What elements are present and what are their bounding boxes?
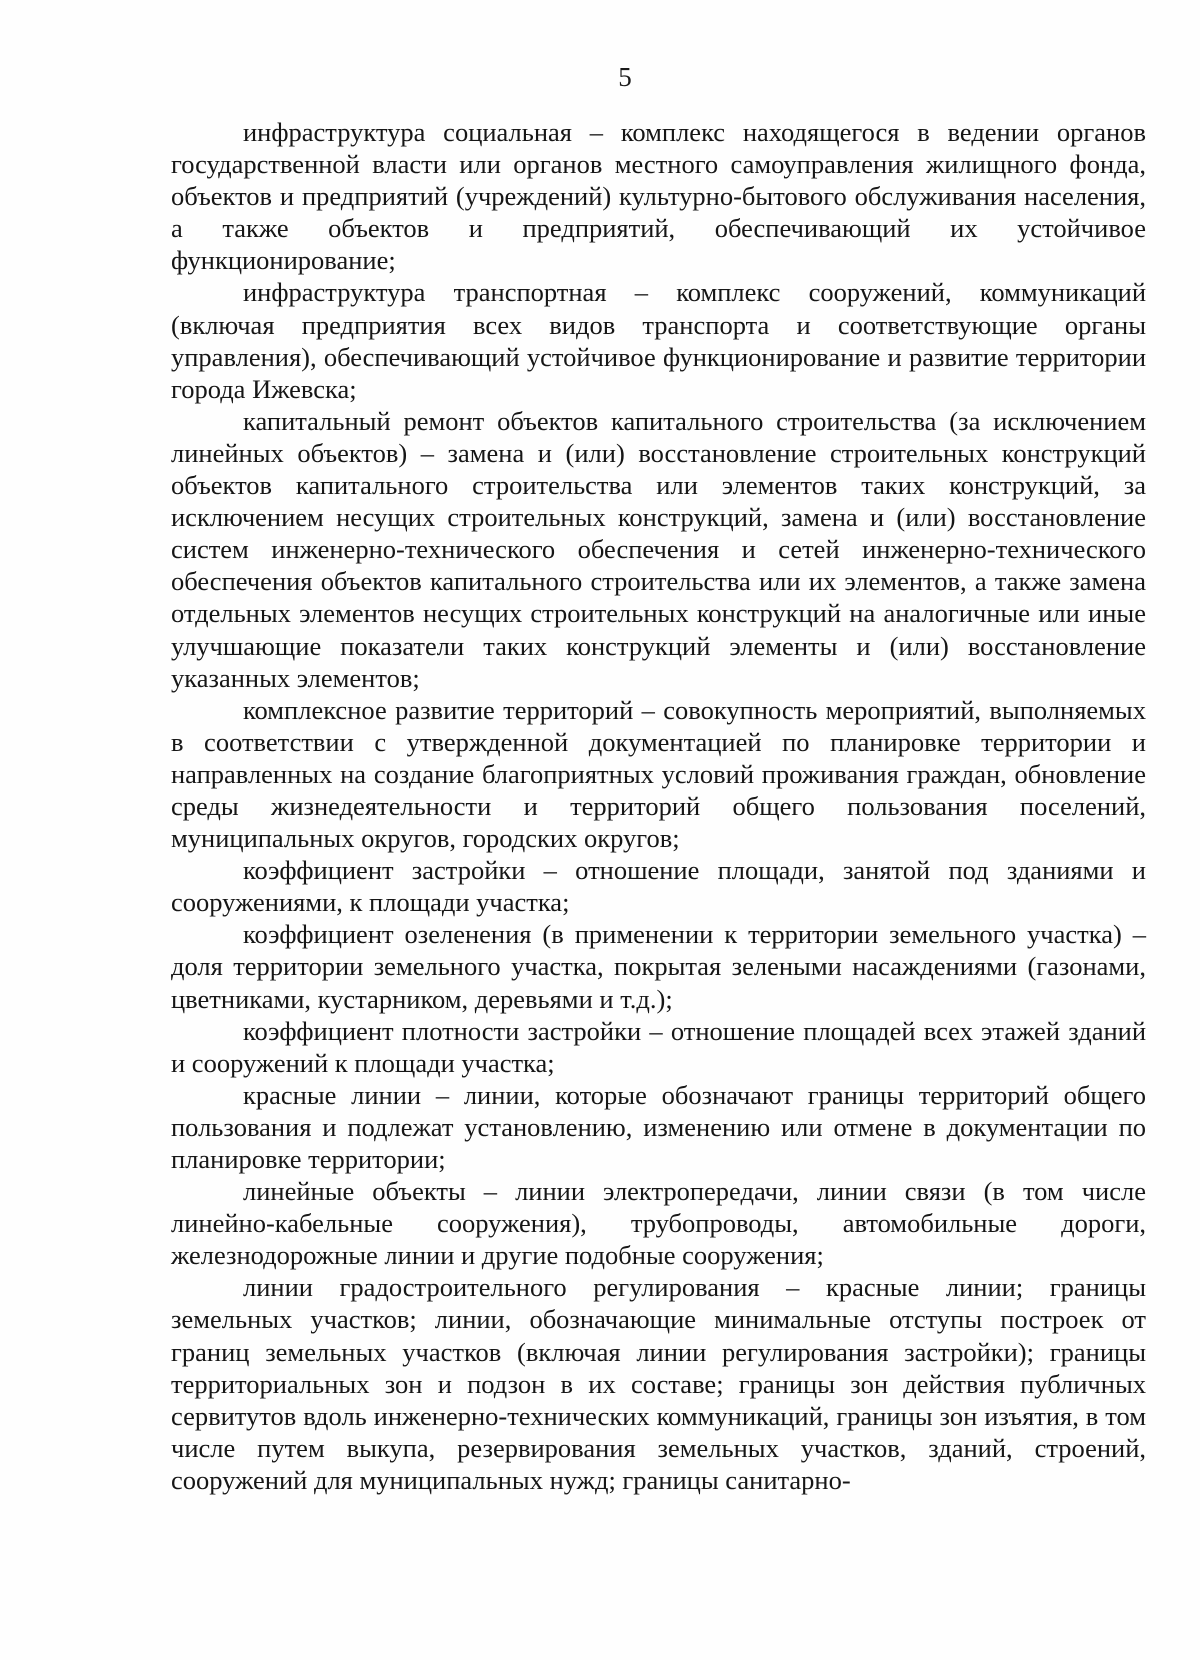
paragraph-regulation-lines: линии градостроительного регулирования – красные линии; границы земельных участков; линии, обозначающие минимальные отступы построек от границ земельных участков (включая линии регулирования застройки); границы территориальных зон и подзон в их составе; границы зон действия публичных сервитутов вдоль инженерно-технических коммуникаций, границы зон изъятия, в том числе путем выкупа, резервирования земельных участков, зданий, строений, сооружений для муниципальных нужд; границы санитарно- [171, 1272, 1146, 1495]
paragraph-building-coefficient: коэффициент застройки – отношение площади, занятой под зданиями и сооружениями, к площади участка; [171, 855, 1146, 918]
document-body [171, 116, 1146, 1496]
paragraph-social-infrastructure: инфраструктура социальная – комплекс находящегося в ведении органов государственной власти или органов местного самоуправления жилищного фонда, объектов и предприятий (учреждений) культурно-бытового обслуживания населения, а также объектов и предприятий, обеспечивающий их устойчивое функционирование; [171, 117, 1146, 276]
page-number: 5 [618, 62, 632, 92]
paragraph-greening-coefficient: коэффициент озеленения (в применении к территории земельного участка) – доля территории земельного участка, покрытая зелеными насаждениями (газонами, цветниками, кустарником, деревьями и т.д.); [171, 919, 1146, 1014]
paragraph-complex-development: комплексное развитие территорий – совокупность мероприятий, выполняемых в соответствии с утвержденной документацией по планировке территории и направленных на создание благоприятных условий проживания граждан, обновление среды жизнедеятельности и территорий общего пользования поселений, муниципальных округов, городских округов; [171, 694, 1146, 854]
paragraph-transport-infrastructure: инфраструктура транспортная – комплекс сооружений, коммуникаций (включая предприятия всех видов транспорта и соответствующие органы управления), обеспечивающий устойчивое функционирование и развитие территории города Ижевска; [171, 277, 1146, 404]
paragraph-capital-repair: капитальный ремонт объектов капитального строительства (за исключением линейных объектов) – замена и (или) восстановление строительных конструкций объектов капитального строительства или элементов таких конструкций, за исключением несущих строительных конструкций, замена и (или) восстановление систем инженерно-технического обеспечения и сетей инженерно-технического обеспечения объектов капитального строительства или их элементов, а также замена отдельных элементов несущих строительных конструкций на аналогичные или иные улучшающие показатели таких конструкций элементы и (или) восстановление указанных элементов; [171, 405, 1146, 693]
paragraph-red-lines: красные линии – линии, которые обозначают границы территорий общего пользования и подлежат установлению, изменению или отмене в документации по планировке территории; [171, 1079, 1146, 1174]
paragraph-linear-objects: линейные объекты – линии электропередачи, линии связи (в том числе линейно-кабельные сооружения), трубопроводы, автомобильные дороги, железнодорожные линии и другие подобные сооружения; [171, 1176, 1146, 1271]
paragraph-density-coefficient: коэффициент плотности застройки – отношение площадей всех этажей зданий и сооружений к площади участка; [171, 1015, 1146, 1078]
